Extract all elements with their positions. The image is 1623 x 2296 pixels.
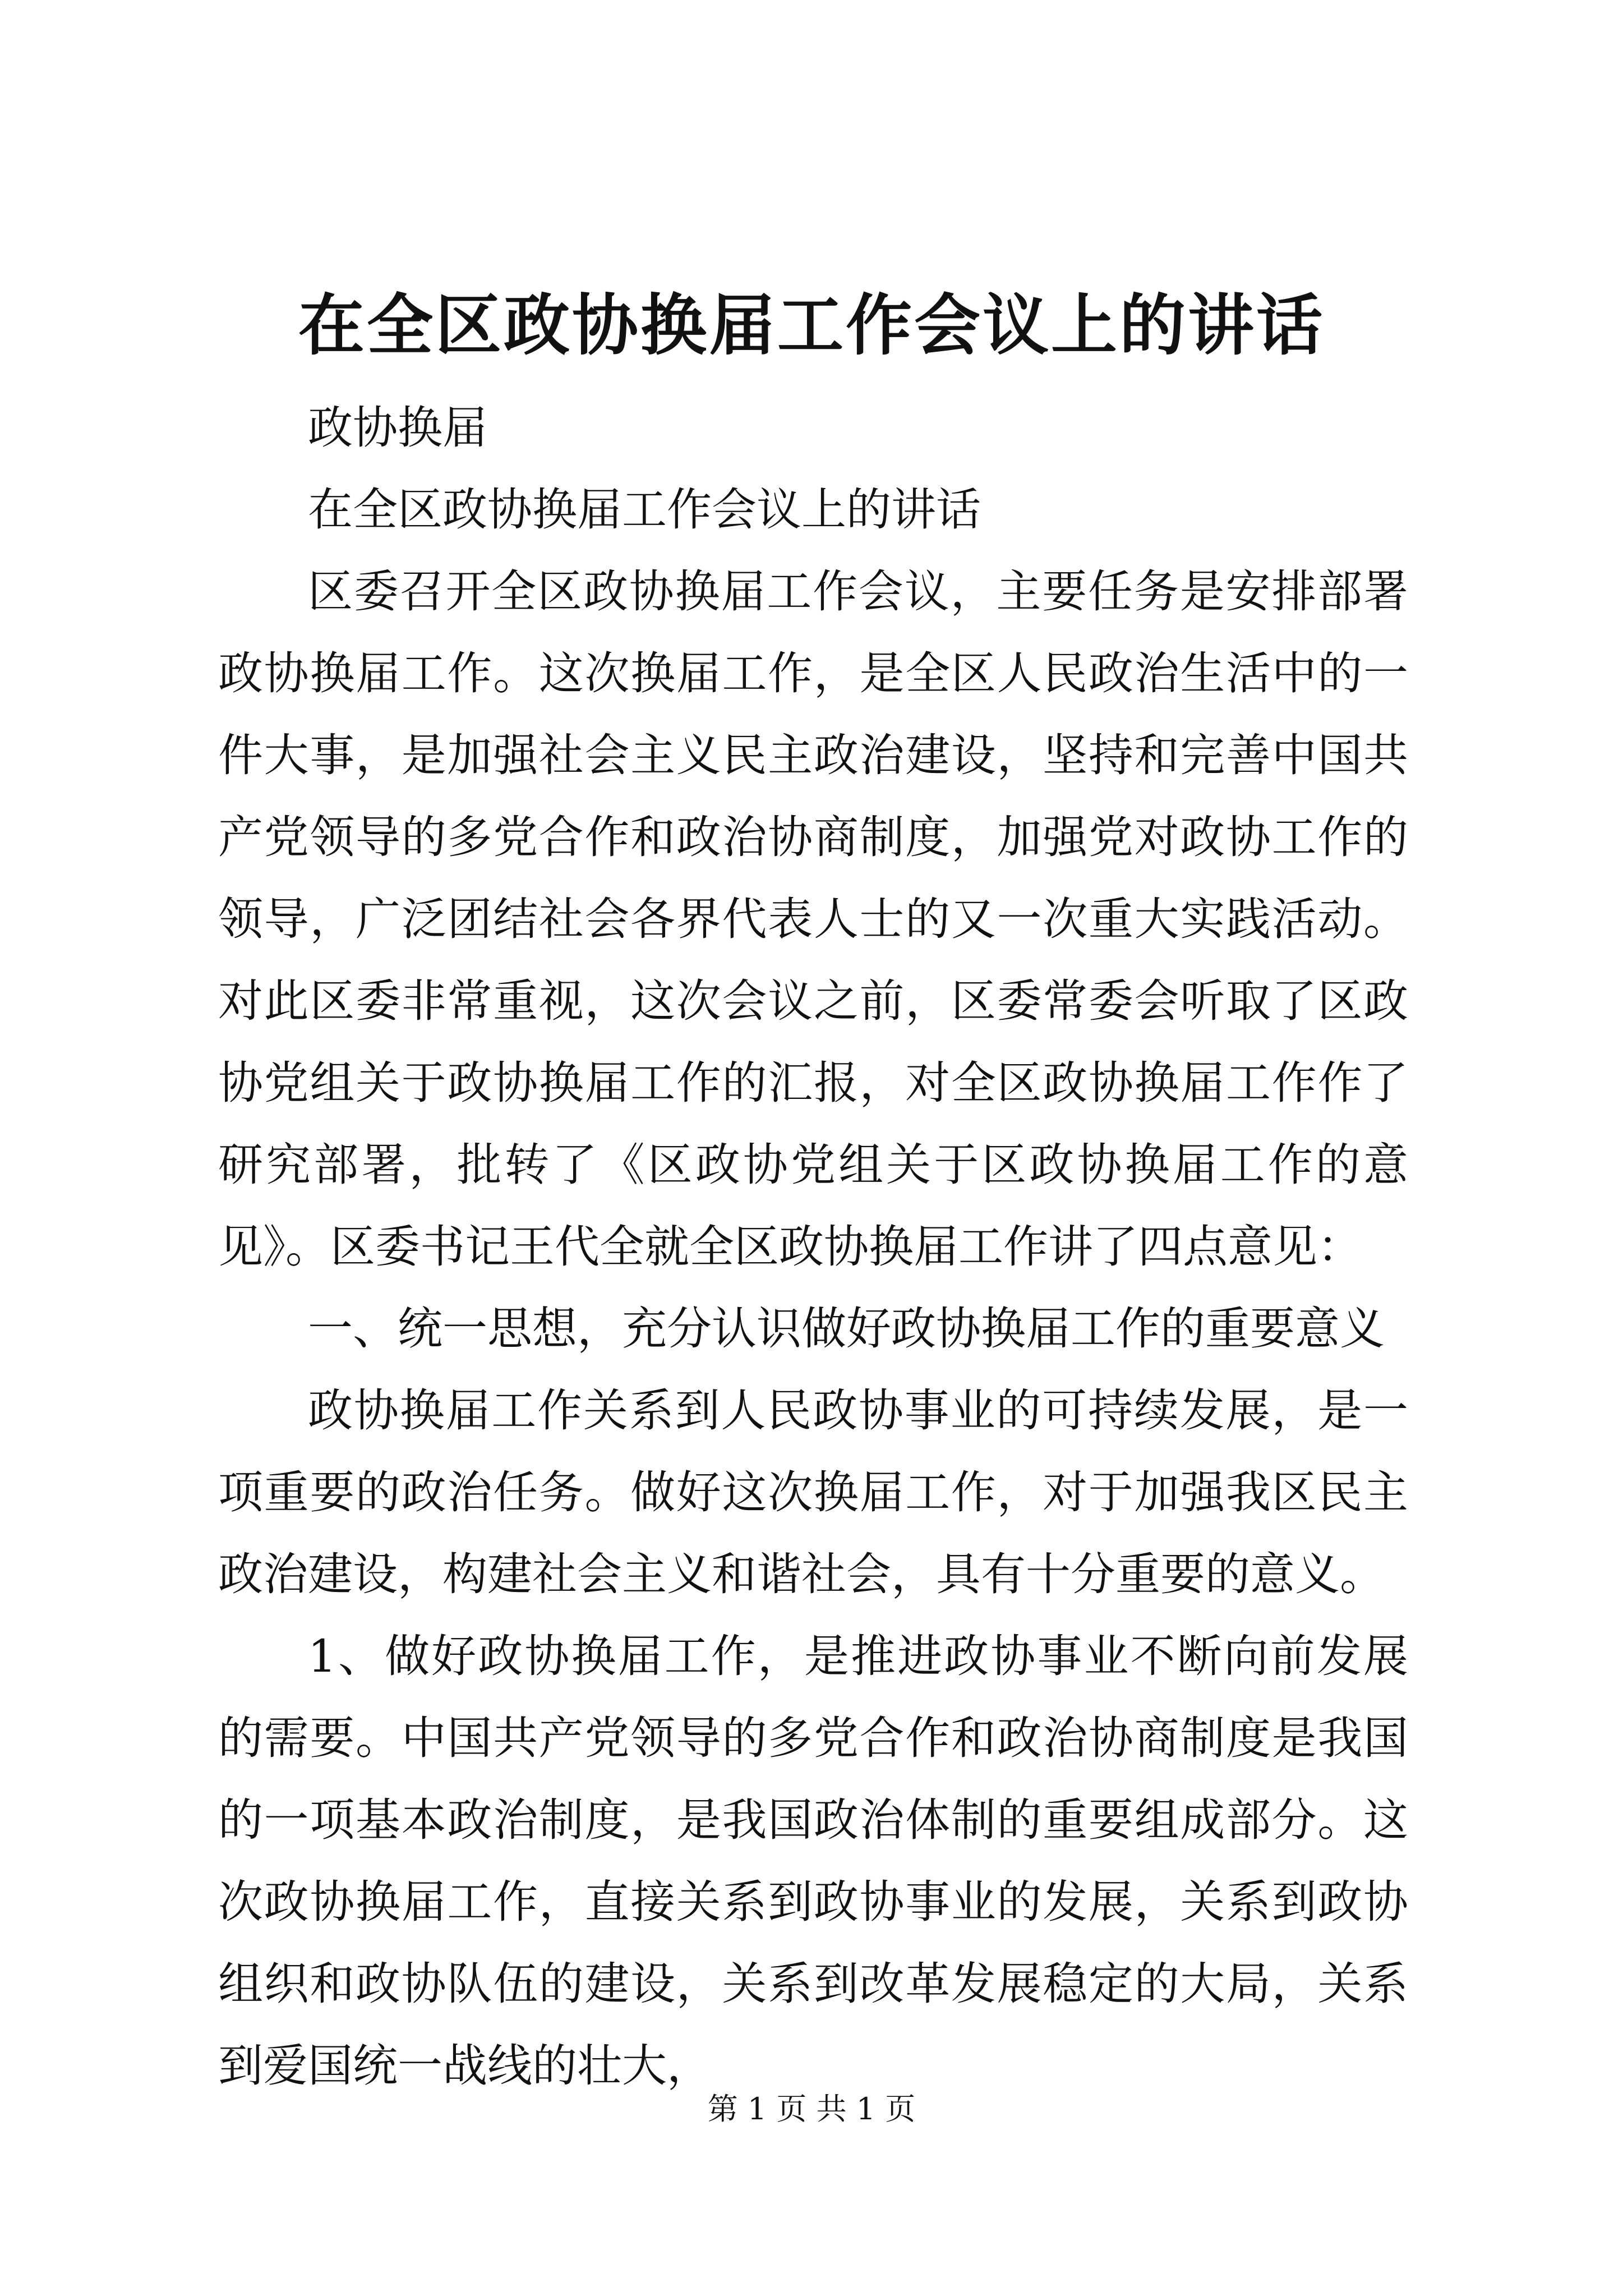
section-heading: 一、统一思想，充分认识做好政协换届工作的重要意义 xyxy=(308,1303,1385,1355)
paragraph-intro: 区委召开全区政协换届工作会议，主要任务是安排部署政协换届工作。这次换届工作，是全区人民政治生活中的一件大事，是加强社会主义民主政治建设，坚持和完善中国共产党领导的多党合作和政治协商制度，加强党对政协工作的领导，广泛团结社会各界代表人士的又一次重大实践活动。对此区委非常重视，这次会议之前，区委常委会听取了区政协党组关于政协换届工作的汇报，对全区政协换届工作作了研究部署，批转了《区政协党组关于区政协换届工作的意见》。区委书记王代全就全区政协换届工作讲了四点意见： xyxy=(218,565,1408,1273)
paragraph-topic: 政协换届 xyxy=(308,402,487,454)
document-body xyxy=(218,387,1408,2107)
paragraph-point-1: 1、做好政协换届工作，是推进政协事业不断向前发展的需要。中国共产党领导的多党合作和政治协商制度是我国的一项基本政治制度，是我国政治体制的重要组成部分。这次政协换届工作，直接关系到政协事业的发展，关系到政协组织和政协队伍的建设，关系到改革发展稳定的大局，关系到爱国统一战线的壮大， xyxy=(218,1630,1408,2092)
document-title: 在全区政协换届工作会议上的讲话 xyxy=(298,286,1325,364)
page-footer: 第 1 页 共 1 页 xyxy=(707,2091,916,2127)
paragraph-subtitle: 在全区政协换届工作会议上的讲话 xyxy=(308,484,981,536)
paragraph-section-intro: 政协换届工作关系到人民政协事业的可持续发展，是一项重要的政治任务。做好这次换届工作，对于加强我区民主政治建设，构建社会主义和谐社会，具有十分重要的意义。 xyxy=(218,1384,1408,1600)
